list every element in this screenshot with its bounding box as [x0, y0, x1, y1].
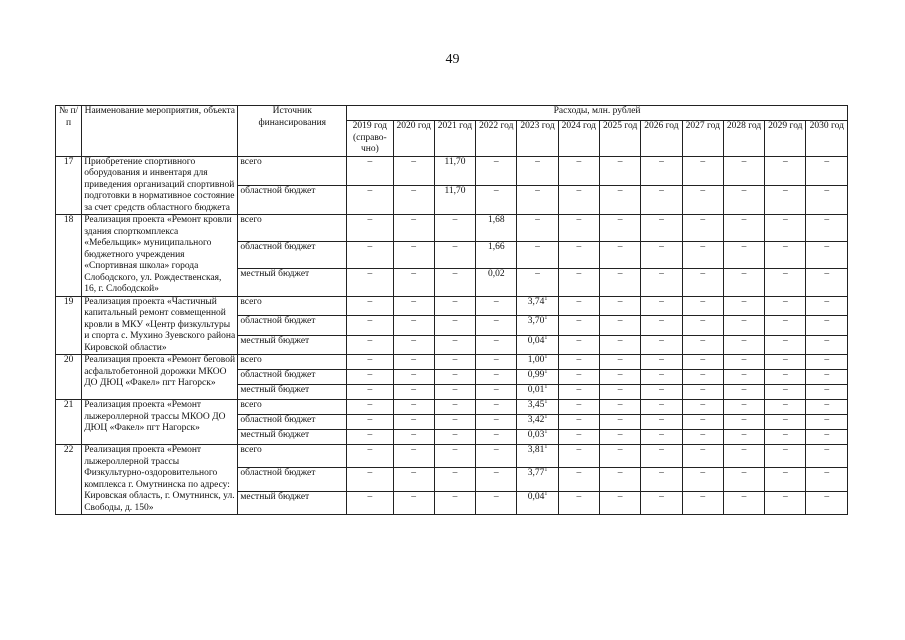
expense-value: –	[347, 269, 393, 296]
expense-value: –	[393, 335, 434, 355]
expense-value: –	[806, 491, 848, 514]
row-number: 20	[56, 355, 82, 400]
expense-value: –	[765, 242, 806, 269]
expense-value: –	[765, 491, 806, 514]
table-row	[56, 400, 848, 415]
header-number: № п/п	[56, 106, 82, 157]
table-row	[56, 215, 848, 242]
expense-value: –	[600, 445, 641, 468]
header-year: 2024 год	[558, 121, 599, 157]
expense-value: –	[765, 185, 806, 214]
footnote-mark: 1	[544, 334, 548, 341]
expense-value: –	[434, 215, 475, 242]
expense-value: –	[393, 242, 434, 269]
expense-value: –	[600, 242, 641, 269]
expense-value: –	[517, 269, 558, 296]
funding-source: областной бюджет	[238, 185, 347, 214]
expense-value: –	[723, 445, 764, 468]
expense-value: –	[765, 316, 806, 336]
header-name: Наименование мероприятия, объекта	[82, 106, 238, 157]
header-year: 2021 год	[434, 121, 475, 157]
expense-value: –	[641, 296, 682, 316]
expense-value: –	[682, 445, 723, 468]
expense-value: –	[434, 296, 475, 316]
expense-value: –	[806, 468, 848, 491]
expense-value: –	[393, 355, 434, 370]
expense-value: –	[806, 215, 848, 242]
expense-value: –	[347, 335, 393, 355]
footnote-mark: 1	[544, 368, 548, 375]
expense-value: –	[641, 491, 682, 514]
expense-value: –	[723, 269, 764, 296]
expense-value: –	[347, 468, 393, 491]
expense-value: –	[806, 242, 848, 269]
header-year: 2029 год	[765, 121, 806, 157]
table-row	[56, 156, 848, 185]
footnote-mark: 1	[544, 443, 548, 450]
expense-value: –	[600, 370, 641, 385]
expense-value: –	[476, 468, 517, 491]
expense-value: –	[393, 156, 434, 185]
header-year: 2030 год	[806, 121, 848, 157]
expense-value: –	[347, 215, 393, 242]
expense-value: –	[682, 385, 723, 400]
expense-value: –	[806, 335, 848, 355]
expense-value: –	[434, 316, 475, 336]
expense-value: –	[682, 430, 723, 445]
expense-value: –	[517, 215, 558, 242]
expense-value: –	[347, 156, 393, 185]
expense-value: –	[434, 242, 475, 269]
row-number: 19	[56, 296, 82, 355]
expense-value: 0,04$^1$	[517, 491, 558, 514]
expense-value: –	[765, 296, 806, 316]
expense-value: –	[476, 335, 517, 355]
expense-value: –	[558, 215, 599, 242]
expense-value: –	[682, 400, 723, 415]
expense-value: –	[600, 415, 641, 430]
expense-value: –	[806, 296, 848, 316]
expense-value: –	[434, 430, 475, 445]
expense-value: 0,04$^1$	[517, 335, 558, 355]
expense-value: –	[558, 316, 599, 336]
footnote-mark: 1	[544, 353, 548, 360]
header-year: 2026 год	[641, 121, 682, 157]
expense-value: –	[393, 430, 434, 445]
expense-value: –	[806, 316, 848, 336]
expense-value: –	[347, 370, 393, 385]
expense-value: –	[347, 316, 393, 336]
expense-value: –	[765, 385, 806, 400]
expense-value: –	[558, 491, 599, 514]
table-row	[56, 296, 848, 316]
funding-source: местный бюджет	[238, 430, 347, 445]
expense-value: –	[806, 385, 848, 400]
expense-value: –	[558, 430, 599, 445]
expense-value: –	[393, 296, 434, 316]
expense-value: –	[765, 370, 806, 385]
funding-source: областной бюджет	[238, 316, 347, 336]
expense-value: –	[765, 430, 806, 445]
expense-value: –	[476, 445, 517, 468]
expenses-table	[55, 105, 848, 515]
expense-value: –	[600, 385, 641, 400]
header-year: 2019 год (справо-чно)	[347, 121, 393, 157]
expense-value: –	[347, 415, 393, 430]
expense-value: –	[600, 335, 641, 355]
expense-value: –	[765, 415, 806, 430]
expense-value: –	[682, 269, 723, 296]
expense-value: –	[765, 215, 806, 242]
funding-source: областной бюджет	[238, 415, 347, 430]
expense-value: –	[434, 335, 475, 355]
expense-value: –	[723, 296, 764, 316]
expense-value: –	[682, 316, 723, 336]
row-number: 18	[56, 215, 82, 297]
header-year: 2028 год	[723, 121, 764, 157]
row-name: Реализация проекта «Ремонт кровли здания спорткомплекса «Мебельщик» муниципального бюджетного учреждения «Спортивная школа» города Слободского, ул. Рождественская, 16, г. Слободской»	[82, 215, 238, 297]
expense-value: –	[558, 400, 599, 415]
funding-source: всего	[238, 400, 347, 415]
expense-value: –	[558, 370, 599, 385]
funding-source: областной бюджет	[238, 370, 347, 385]
row-number: 17	[56, 156, 82, 215]
row-name: Реализация проекта «Ремонт лыжероллерной трассы МКОО ДО ДЮЦ «Факел» пгт Нагорск»	[82, 400, 238, 445]
expense-value: –	[600, 355, 641, 370]
funding-source: областной бюджет	[238, 242, 347, 269]
expense-value: –	[600, 468, 641, 491]
expense-value: 3,77$^1$	[517, 468, 558, 491]
expense-value: –	[393, 468, 434, 491]
expense-value: –	[476, 156, 517, 185]
funding-source: областной бюджет	[238, 468, 347, 491]
expense-value: –	[558, 335, 599, 355]
table-row	[56, 355, 848, 370]
expense-value: –	[641, 445, 682, 468]
expense-value: –	[641, 185, 682, 214]
funding-source: всего	[238, 296, 347, 316]
expense-value: –	[806, 156, 848, 185]
expense-value: –	[641, 242, 682, 269]
expense-value: –	[723, 335, 764, 355]
funding-source: всего	[238, 355, 347, 370]
expense-value: –	[393, 269, 434, 296]
header-year: 2020 год	[393, 121, 434, 157]
table-body	[56, 156, 848, 515]
expense-value: 0,01$^1$	[517, 385, 558, 400]
expense-value: –	[393, 185, 434, 214]
expense-value: –	[723, 156, 764, 185]
expense-value: –	[517, 156, 558, 185]
expense-value: –	[434, 415, 475, 430]
expense-value: –	[476, 370, 517, 385]
table-header	[56, 106, 848, 157]
expense-value: –	[347, 185, 393, 214]
expense-value: –	[476, 385, 517, 400]
expense-value: –	[765, 468, 806, 491]
expense-value: –	[476, 316, 517, 336]
expense-value: –	[393, 215, 434, 242]
footnote-mark: 1	[544, 383, 548, 390]
expense-value: –	[434, 468, 475, 491]
expense-value: –	[723, 385, 764, 400]
expense-value: –	[600, 430, 641, 445]
expense-value: –	[806, 370, 848, 385]
expense-value: –	[723, 370, 764, 385]
expense-value: –	[434, 355, 475, 370]
expense-value: –	[682, 156, 723, 185]
expense-value: –	[517, 185, 558, 214]
expense-value: –	[434, 385, 475, 400]
expense-value: –	[641, 385, 682, 400]
expense-value: –	[682, 370, 723, 385]
expense-value: 3,81$^1$	[517, 445, 558, 468]
expense-value: –	[682, 335, 723, 355]
expense-value: –	[434, 400, 475, 415]
expense-value: –	[393, 491, 434, 514]
expense-value: –	[765, 400, 806, 415]
expense-value: –	[347, 296, 393, 316]
expense-value: –	[641, 370, 682, 385]
expense-value: –	[434, 491, 475, 514]
expense-value: –	[641, 415, 682, 430]
expense-value: –	[558, 296, 599, 316]
funding-source: всего	[238, 156, 347, 185]
expense-value: –	[806, 185, 848, 214]
expense-value: –	[641, 468, 682, 491]
expense-value: –	[723, 242, 764, 269]
expense-value: –	[806, 445, 848, 468]
page-number: 49	[445, 52, 460, 67]
expense-value: 11,70	[434, 185, 475, 214]
expense-value: –	[765, 445, 806, 468]
expense-value: –	[517, 242, 558, 269]
expense-value: –	[393, 415, 434, 430]
expense-value: –	[347, 400, 393, 415]
expense-value: –	[641, 355, 682, 370]
expense-value: –	[347, 355, 393, 370]
funding-source: местный бюджет	[238, 491, 347, 514]
expense-value: –	[393, 400, 434, 415]
expense-value: 3,42$^1$	[517, 415, 558, 430]
funding-source: местный бюджет	[238, 335, 347, 355]
expense-value: –	[476, 491, 517, 514]
expense-value: –	[600, 296, 641, 316]
expense-value: –	[558, 355, 599, 370]
expense-value: –	[600, 269, 641, 296]
row-name: Реализация проекта «Ремонт лыжероллерной трассы Физкультурно-оздоровительного комплекса г. Омутнинска по адресу: Кировская область, г. Омутнинск, ул. Свободы, д. 150»	[82, 445, 238, 515]
row-name: Приобретение спортивного оборудования и инвентаря для приведения организаций спортивной подготовки в нормативное состояние за счет средств областного бюджета	[82, 156, 238, 215]
expense-value: –	[476, 185, 517, 214]
expense-value: –	[765, 269, 806, 296]
funding-source: всего	[238, 215, 347, 242]
row-name: Реализация проекта «Ремонт беговой асфальтобетонной дорожки МКОО ДО ДЮЦ «Факел» пгт Нагорск»	[82, 355, 238, 400]
expense-value: –	[600, 491, 641, 514]
header-expenses: Расходы, млн. рублей	[347, 106, 848, 121]
expense-value: 0,03$^1$	[517, 430, 558, 445]
expense-value: –	[558, 269, 599, 296]
expense-value: –	[765, 156, 806, 185]
expense-value: –	[393, 316, 434, 336]
expense-value: –	[347, 445, 393, 468]
expense-value: –	[806, 430, 848, 445]
footnote-mark: 1	[544, 428, 548, 435]
expense-value: –	[806, 355, 848, 370]
expense-value: –	[682, 215, 723, 242]
table-row	[56, 445, 848, 468]
expense-value: –	[641, 156, 682, 185]
expense-value: 1,66	[476, 242, 517, 269]
row-name: Реализация проекта «Частичный капитальный ремонт совмещенной кровли в МКУ «Центр физкультуры и спорта с. Мухино Зуевского района Кировской области»	[82, 296, 238, 355]
expense-value: –	[641, 269, 682, 296]
header-year: 2025 год	[600, 121, 641, 157]
expense-value: –	[806, 269, 848, 296]
funding-source: всего	[238, 445, 347, 468]
footnote-mark: 1	[544, 467, 548, 474]
expense-value: –	[600, 215, 641, 242]
expense-value: –	[682, 355, 723, 370]
expense-value: –	[434, 445, 475, 468]
expense-value: –	[682, 415, 723, 430]
expense-value: –	[393, 445, 434, 468]
expense-value: –	[682, 185, 723, 214]
expense-value: –	[558, 385, 599, 400]
expense-value: –	[476, 400, 517, 415]
expense-value: –	[723, 400, 764, 415]
expense-value: –	[641, 400, 682, 415]
footnote-mark: 1	[544, 413, 548, 420]
expense-value: –	[347, 430, 393, 445]
funding-source: местный бюджет	[238, 269, 347, 296]
expense-value: –	[558, 242, 599, 269]
funding-source: местный бюджет	[238, 385, 347, 400]
expense-value: –	[682, 242, 723, 269]
expense-value: –	[641, 335, 682, 355]
footnote-mark: 1	[544, 398, 548, 405]
expense-value: 0,02	[476, 269, 517, 296]
expense-value: –	[558, 415, 599, 430]
expense-value: –	[393, 370, 434, 385]
expense-value: –	[641, 430, 682, 445]
expense-value: –	[347, 491, 393, 514]
expense-value: 0,99$^1$	[517, 370, 558, 385]
expense-value: –	[600, 400, 641, 415]
header-year: 2022 год	[476, 121, 517, 157]
expense-value: –	[476, 415, 517, 430]
expense-value: –	[682, 468, 723, 491]
expense-value: –	[476, 355, 517, 370]
expense-value: –	[723, 316, 764, 336]
footnote-mark: 1	[544, 295, 548, 302]
expense-value: 3,70$^1$	[517, 316, 558, 336]
expense-value: –	[558, 185, 599, 214]
header-source: Источник финансирования	[238, 106, 347, 157]
expense-value: –	[558, 156, 599, 185]
expense-value: 11,70	[434, 156, 475, 185]
expense-value: –	[723, 355, 764, 370]
footnote-mark: 1	[544, 490, 548, 497]
expense-value: –	[806, 400, 848, 415]
expense-value: –	[641, 316, 682, 336]
expense-value: –	[393, 385, 434, 400]
expense-value: –	[434, 269, 475, 296]
expense-value: –	[600, 316, 641, 336]
expense-value: –	[765, 355, 806, 370]
expense-value: –	[347, 385, 393, 400]
expense-value: –	[558, 468, 599, 491]
expense-value: –	[682, 296, 723, 316]
expense-value: –	[723, 185, 764, 214]
header-year: 2023 год	[517, 121, 558, 157]
expense-value: 1,00$^1$	[517, 355, 558, 370]
expense-value: –	[682, 491, 723, 514]
footnote-mark: 1	[544, 314, 548, 321]
expense-value: –	[476, 430, 517, 445]
header-year: 2027 год	[682, 121, 723, 157]
expense-value: 1,68	[476, 215, 517, 242]
expense-value: –	[600, 185, 641, 214]
expense-value: –	[347, 242, 393, 269]
row-number: 22	[56, 445, 82, 515]
expense-value: –	[558, 445, 599, 468]
expense-value: 3,74$^1$	[517, 296, 558, 316]
expense-value: –	[434, 370, 475, 385]
expense-value: 3,45$^1$	[517, 400, 558, 415]
expense-value: –	[723, 491, 764, 514]
expense-value: –	[806, 415, 848, 430]
expense-value: –	[723, 430, 764, 445]
row-number: 21	[56, 400, 82, 445]
expense-value: –	[600, 156, 641, 185]
expense-value: –	[765, 335, 806, 355]
expense-value: –	[723, 415, 764, 430]
expense-value: –	[723, 468, 764, 491]
expense-value: –	[723, 215, 764, 242]
expense-value: –	[641, 215, 682, 242]
expense-value: –	[476, 296, 517, 316]
